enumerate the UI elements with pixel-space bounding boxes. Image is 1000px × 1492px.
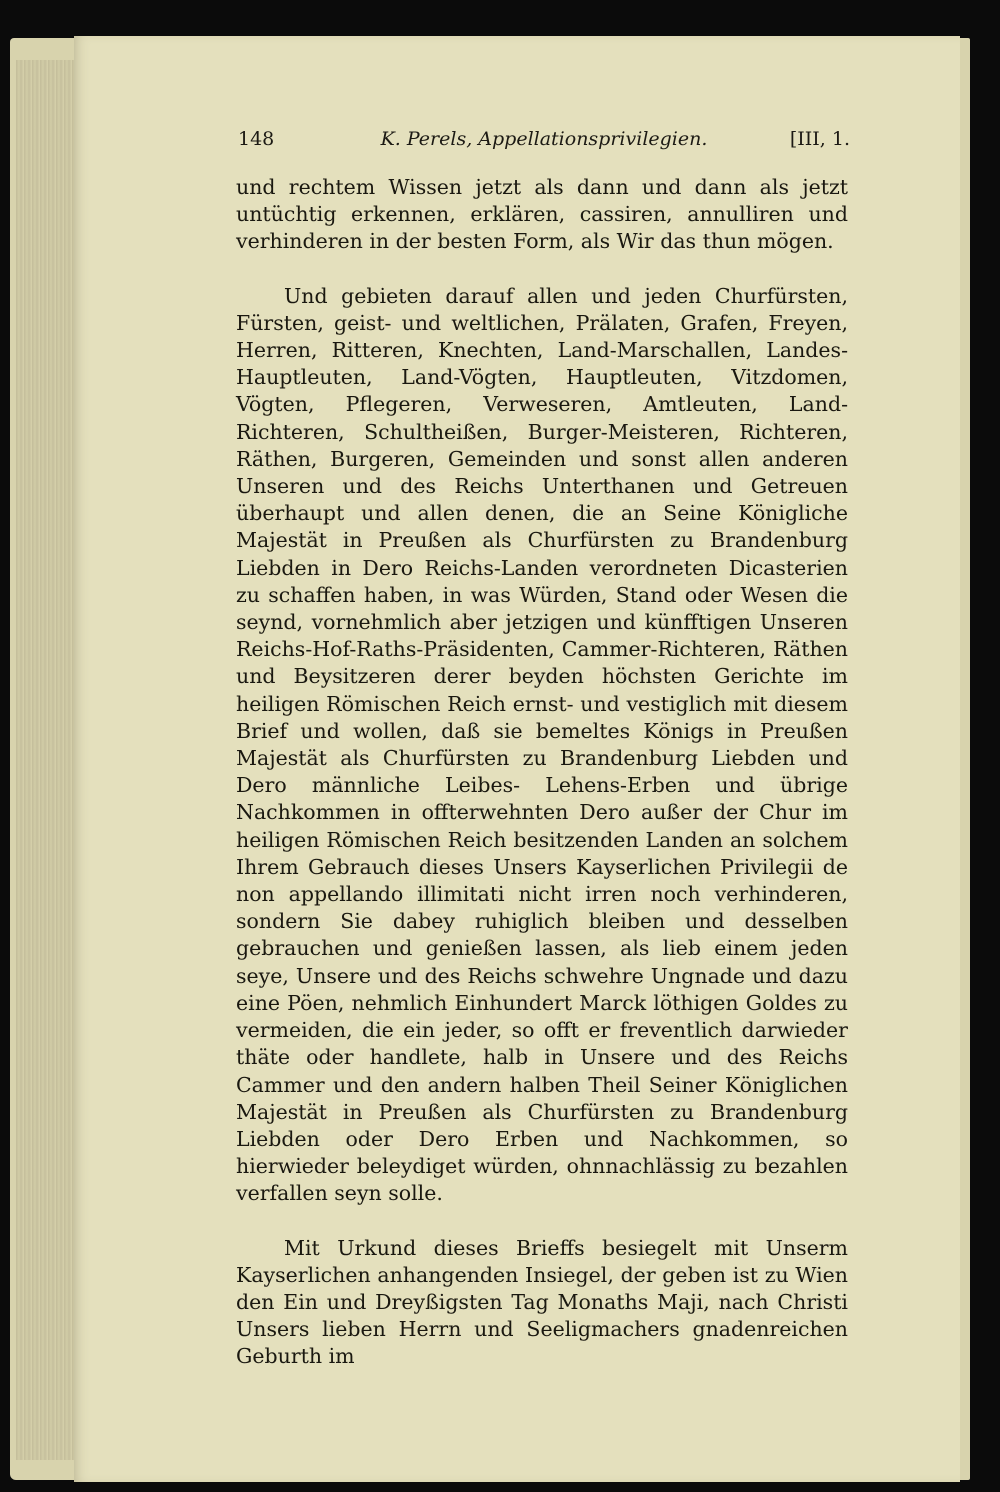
section-marker: [III, 1. [789,128,850,150]
running-header [238,128,850,160]
paragraph-3: Mit Urkund dieses Brieffs besiegelt mit Unserm Kayserlichen anhangenden Insiegel, der geben ist zu Wien den Ein und Dreyßigsten Tag Monaths Maji, nach Christi Unsers lieben Herrn und Seeligmachers gnadenreichen Geburth im [236,1235,848,1369]
paragraph-1: und rechtem Wissen jetzt als dann und dann als jetzt untüchtig erkennen, erklären, cassiren, annulliren und verhinderen in der besten Form, als Wir das thun mögen. [236,175,848,254]
page-edges [16,60,76,1460]
page-number: 148 [238,128,275,150]
running-title: K. Perels, Appellationsprivilegien. [380,128,708,150]
paragraph-2: Und gebieten darauf allen und jeden Churfürsten, Fürsten, geist- und weltlichen, Prälaten, Grafen, Freyen, Herren, Ritteren, Knechten, Land-Marschallen, Landes-Hauptleuten, Land-Vögten, Hauptleuten, Vitzdomen, Vögten, Pflegeren, Verweseren, Amtleuten, Land-Richteren, Schultheißen, Burger-Meisteren, Richteren, Räthen, Burgeren, Gemeinden und sonst allen anderen Unseren und des Reichs Unterthanen und Getreuen überhaupt und allen denen, die an Seine Königliche Majestät in Preußen als Churfürsten zu Brandenburg Liebden in Dero Reichs-Landen verordneten Dicasterien zu schaffen haben, in was Würden, Stand oder Wesen die seynd, vornehmlich aber jetzigen und künfftigen Unseren Reichs-Hof-Raths-Präsidenten, Cammer-Richteren, Räthen und Beysitzeren derer beyden höchsten Gerichte im heiligen Römischen Reich ernst- und vestiglich mit diesem Brief und wollen, daß sie bemeltes Königs in Preußen Majestät als Churfürsten zu Brandenburg Liebden und Dero männliche Leibes- Lehens-Erben und übrige Nachkommen in offterwehnten Dero außer der Chur im heiligen Römischen Reich besitzenden Landen an solchem Ihrem Gebrauch dieses Unsers Kayserlichen Privilegii de non appellando illimitati nicht irren noch verhinderen, sondern Sie dabey ruhiglich bleiben und desselben gebrauchen und genießen lassen, als lieb einem jeden seye, Unsere und des Reichs schwehre Ungnade und dazu eine Pöen, nehmlich Einhundert Marck löthigen Goldes zu vermeiden, die ein jeder, so offt er freventlich darwieder thäte oder handlete, halb in Unsere und des Reichs Cammer und den andern halben Theil Seiner Königlichen Majestät in Preußen als Churfürsten zu Brandenburg Liebden oder Dero Erben und Nachkommen, so hierwieder beleydiget würden, ohnnachlässig zu bezahlen verfallen seyn solle. [236,283,848,1206]
body-text [236,174,848,1371]
